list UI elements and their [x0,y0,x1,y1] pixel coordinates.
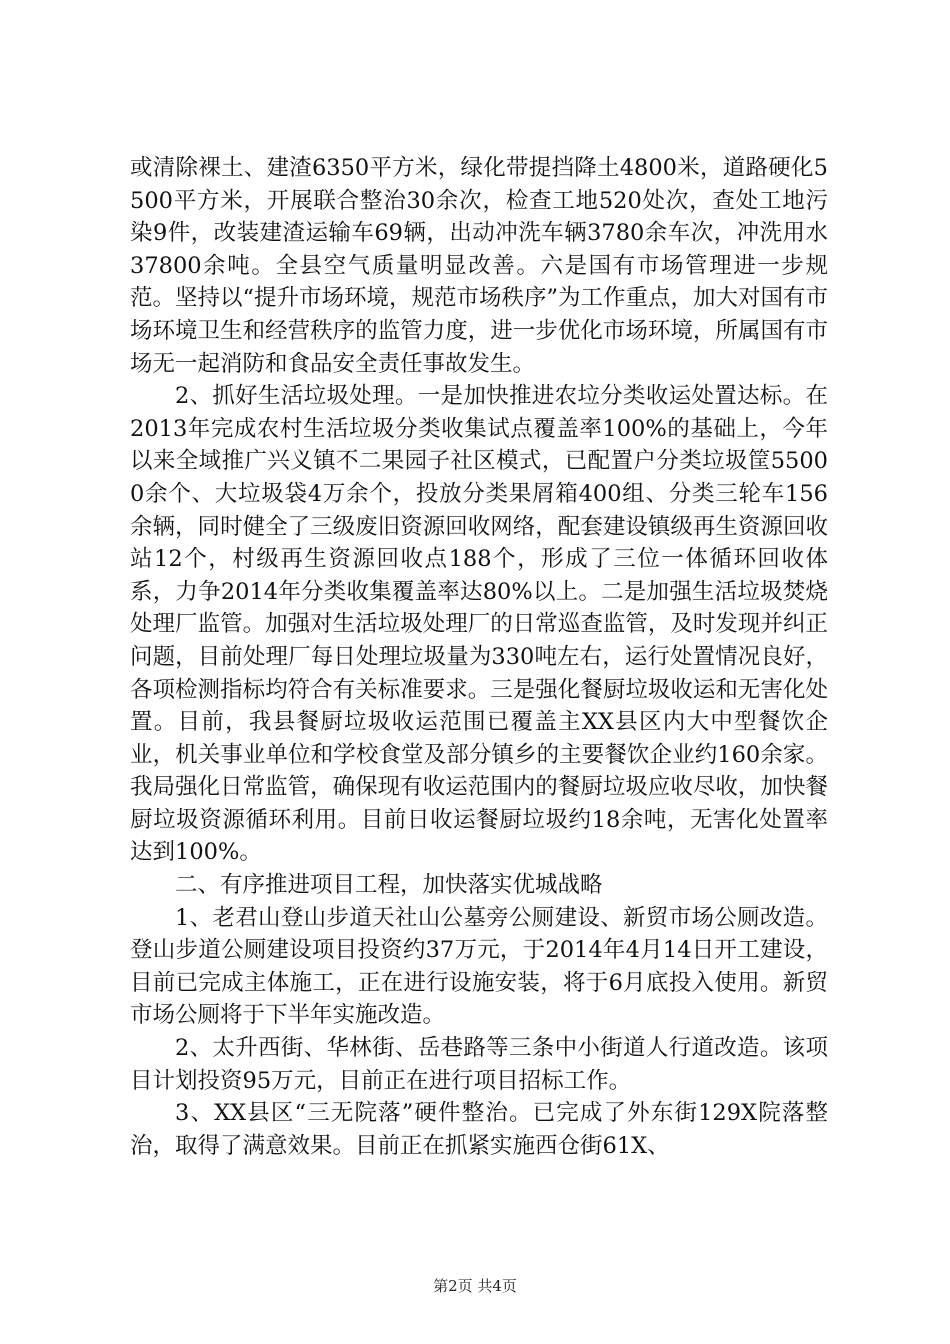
paragraph-3: 1、老君山登山步道天社山公墓旁公厕建设、新贸市场公厕改造。登山步道公厕建设项目投资约37万元，于2014年4月14日开工建设，目前已完成主体施工，正在进行设施安装，将于6月底投入使用。新贸市场公厕将于下半年实施改造。 [130,904,828,1029]
page-footer: 第2页 共4页 [433,1277,517,1295]
paragraph-5: 3、XX县区“三无院落”硬件整治。已完成了外东街129X院落整治，取得了满意效果。目前正在抓紧实施西仓街61X、 [130,1100,828,1159]
paragraph-4: 2、太升西街、华林街、岳巷路等三条中小街道人行道改造。该项目计划投资95万元，目前正在进行项目招标工作。 [130,1035,828,1094]
paragraph-2: 2、抓好生活垃圾处理。一是加快推进农垃分类收运处置达标。在2013年完成农村生活垃圾分类收集试点覆盖率100%的基础上，今年以来全域推广兴义镇不二果园子社区模式，已配置户分类垃圾筐55000余个、大垃圾袋4万余个，投放分类果屑箱400组、分类三轮车156余辆，同时健全了三级废旧资源回收网络，配套建设镇级再生资源回收站12个，村级再生资源回收点188个，形成了三位一体循环回收体系，力争2014年分类收集覆盖率达80%以上。二是加强生活垃圾焚烧处理厂监管。加强对生活垃圾处理厂的日常巡查监管，及时发现并纠正问题，目前处理厂每日处理垃圾量为330吨左右，运行处置情况良好，各项检测指标均符合有关标准要求。三是强化餐厨垃圾收运和无害化处置。目前，我县餐厨垃圾收运范围已覆盖主XX县区内大中型餐饮企业，机关事业单位和学校食堂及部分镇乡的主要餐饮企业约160余家。我局强化日常监管，确保现有收运范围内的餐厨垃圾应收尽收，加快餐厨垃圾资源循环利用。目前日收运餐厨垃圾约18余吨，无害化处置率达到100%。 [130,383,828,866]
section-heading: 二、有序推进项目工程，加快落实优城战略 [175,872,603,899]
document-body [130,152,828,1162]
paragraph-1: 或清除裸土、建渣6350平方米，绿化带提挡降土4800米，道路硬化5500平方米，开展联合整治30余次，检查工地520处次，查处工地污染9件，改装建渣运输车69辆，出动冲洗车辆3780余车次，冲洗用水37800余吨。全县空气质量明显改善。六是国有市场管理进一步规范。坚持以“提升市场环境，规范市场秩序”为工作重点，加大对国有市场环境卫生和经营秩序的监管力度，进一步优化市场环境，所属国有市场无一起消防和食品安全责任事故发生。 [130,155,829,377]
